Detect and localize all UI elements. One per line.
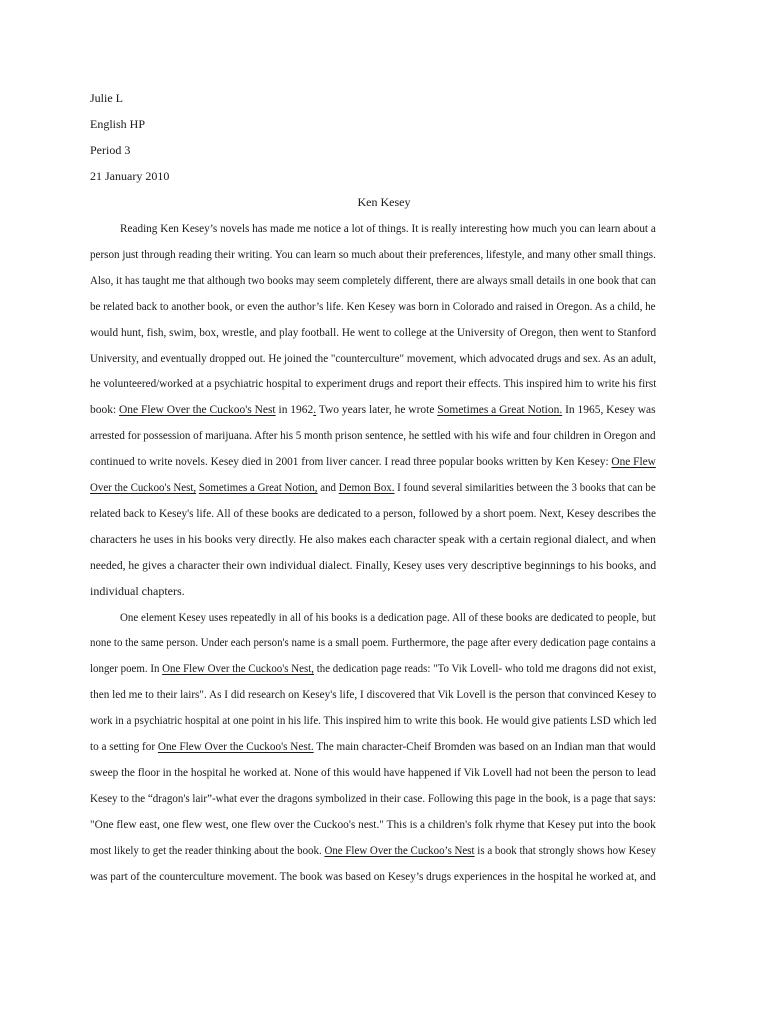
body-text: One element Kesey uses repeatedly in all of his books is a dedication page. All of these books are dedicated to people, but — [120, 609, 656, 624]
body-text: be related back to another book, or even the author’s life. Ken Kesey was born in Colorado and raised in Oregon. As a child, he — [90, 298, 656, 313]
body-text: in 1962 — [275, 402, 314, 417]
paragraph-2-line — [120, 609, 656, 625]
paragraph-2-line — [90, 738, 656, 754]
paragraph-1-line — [90, 298, 656, 314]
paragraph-2-line — [90, 868, 656, 884]
book-title-text: Demon Box. — [338, 480, 395, 494]
body-text: Reading Ken Kesey’s novels has made me notice a lot of things. It is really interesting how much you can learn about a — [120, 221, 656, 235]
paragraph-1-line — [90, 557, 656, 573]
body-text: related back to Kesey's life. All of these books are dedicated to a person, followed by a short poem. Next, Kesey describes the — [90, 505, 656, 520]
body-text: needed, he gives a character their own individual dialect. Finally, Kesey uses very descriptive beginnings to his books, and — [90, 557, 657, 572]
paragraph-1-line — [90, 350, 656, 366]
body-text: the dedication page reads: "To Vik Lovell- who told me dragons did not exist, — [313, 661, 657, 676]
document-date: 21 January 2010 — [90, 169, 170, 183]
paragraph-2-line — [90, 660, 656, 676]
paragraph-1-line — [90, 246, 656, 262]
paragraph-2-line — [90, 634, 656, 650]
paragraph-1-line — [90, 531, 656, 547]
paragraph-2-line — [90, 764, 656, 780]
body-text: person just through reading their writing. You can learn so much about their preferences, lifestyle, and many other small things. — [90, 246, 656, 261]
body-text: individual chapters. — [90, 583, 185, 598]
book-title-text: Over the Cuckoo's Nest, — [90, 480, 197, 494]
document-title: Ken Kesey — [357, 195, 411, 209]
paragraph-2-line — [90, 712, 656, 728]
book-title-text: Sometimes a Great Notion, — [198, 480, 318, 494]
paragraph-1-line — [90, 583, 185, 599]
paragraph-1-line — [90, 324, 656, 340]
body-text: "One flew east, one flew west, one flew over the Cuckoo's nest." This is a children's folk rhyme that Kesey put into the book — [90, 816, 656, 831]
book-title-text: One Flew Over the Cuckoo's Nest. — [157, 739, 314, 753]
book-title-text: One Flew Over the Cuckoo's Nest, — [162, 661, 314, 676]
body-text: would hunt, fish, swim, box, wrestle, and play football. He went to college at the University of Oregon, then went to Stanford — [90, 324, 657, 339]
body-text: to a setting for — [90, 739, 158, 753]
body-text: sweep the floor in the hospital he worked at. None of this would have happened if Vik Lovell had not been the person to lead — [90, 764, 656, 779]
paragraph-1-line — [90, 375, 656, 391]
body-text: Two years later, he wrote — [316, 402, 438, 417]
body-text: arrested for possession of marijuana. After his 5 month prison sentence, he settled with his wife and four children in Oregon and — [90, 428, 656, 443]
class-period: Period 3 — [90, 143, 131, 157]
paragraph-1-line — [120, 220, 656, 236]
body-text: longer poem. In — [90, 661, 163, 676]
body-text: continued to write novels. Kesey died in 2001 from liver cancer. I read three popular books written by Ken Kesey: — [90, 454, 612, 469]
course-name: English HP — [90, 117, 146, 131]
paragraph-1-line — [90, 272, 656, 288]
paragraph-2-line — [90, 686, 656, 702]
paragraph-1-line — [90, 401, 656, 417]
paragraph-1-line — [90, 479, 656, 495]
body-text: none to the same person. Under each person's name is a small poem. Furthermore, the page after every dedication page contains a — [90, 635, 656, 650]
body-text: Also, it has taught me that although two books may seem completely different, there are always small details in one book that can — [90, 272, 656, 287]
paragraph-1-line — [90, 453, 656, 469]
body-text: was part of the counterculture movement. The book was based on Kesey’s drugs experiences in the hospital he worked at, and — [90, 868, 656, 883]
body-text: University, and eventually dropped out. He joined the "counterculture" movement, which advocated drugs and sex. As an adult, — [90, 350, 657, 365]
body-text: and — [317, 480, 339, 494]
book-title-text: Sometimes a Great Notion. — [437, 402, 563, 417]
book-title-text: One Flew Over the Cuckoo's Nest — [119, 402, 276, 417]
body-text: characters he uses in his books very directly. He also makes each character speak with a certain regional dialect, and when — [90, 531, 656, 546]
body-text: I found several similarities between the 3 books that can be — [394, 480, 656, 494]
paragraph-2-line — [90, 842, 656, 858]
body-text: book: — [90, 402, 120, 417]
body-text: In 1965, Kesey was — [562, 402, 656, 417]
paragraph-1-line — [90, 427, 656, 443]
body-text: is a book that strongly shows how Kesey — [474, 842, 656, 857]
paragraph-1-line — [90, 505, 656, 521]
body-text: The main character-Cheif Bromden was based on an Indian man that would — [313, 739, 656, 753]
book-title-text: One Flew — [611, 454, 656, 469]
body-text: most likely to get the reader thinking about the book. — [90, 842, 325, 857]
body-text: Kesey to the “dragon's lair”-what ever the dragons symbolized in their case. Following this page in the book, is a page that says: — [90, 790, 656, 805]
book-title-text: . — [313, 402, 317, 417]
body-text: work in a psychiatric hospital at one point in his life. This inspired him to write this book. He would give patients LSD which led — [90, 713, 657, 728]
body-text: then led me to their lairs". As I did research on Kesey's life, I discovered that Vik Lovell is the person that convinced Kesey to — [90, 687, 657, 702]
paragraph-2-line — [90, 816, 656, 832]
paragraph-2-line — [90, 790, 656, 806]
author-name: Julie L — [90, 91, 123, 105]
body-text: he volunteered/worked at a psychiatric hospital to experiment drugs and report their effects. This inspired him to write his first — [90, 376, 657, 391]
book-title-text: One Flew Over the Cuckoo’s Nest — [324, 842, 475, 857]
